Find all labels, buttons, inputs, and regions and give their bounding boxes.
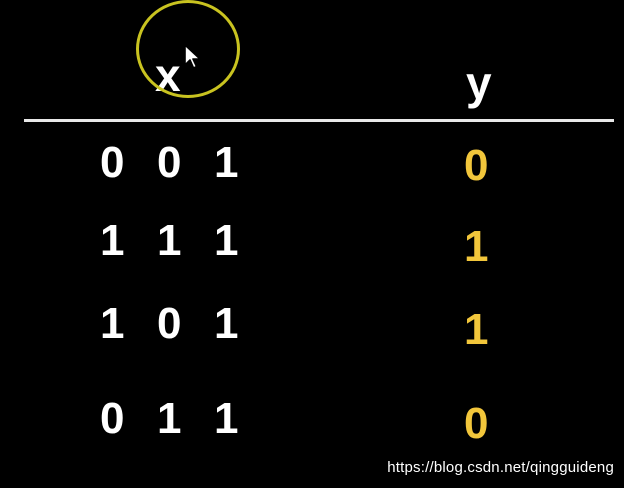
x-cell: 0 [157,299,182,348]
y-cell: 0 [464,399,489,448]
table-row [0,138,624,197]
table-row [0,299,624,358]
x-cell: 0 [157,138,182,187]
x-cell: 1 [100,216,125,265]
y-cell: 1 [464,222,489,271]
header-divider [24,119,614,122]
x-cell: 1 [214,299,239,348]
x-cell: 1 [157,394,182,443]
y-column-header: y [466,57,492,109]
x-cell: 0 [100,394,125,443]
x-cell: 0 [100,138,125,187]
y-cell: 1 [464,305,489,354]
x-column-header: x [155,49,181,101]
y-cell: 0 [464,141,489,190]
table-row [0,216,624,275]
x-cell: 1 [214,394,239,443]
table-row [0,394,624,453]
watermark-text: https://blog.csdn.net/qingguideng [387,459,614,476]
x-cell: 1 [214,138,239,187]
x-cell: 1 [157,216,182,265]
mouse-pointer-icon [183,44,203,72]
x-cell: 1 [214,216,239,265]
x-cell: 1 [100,299,125,348]
